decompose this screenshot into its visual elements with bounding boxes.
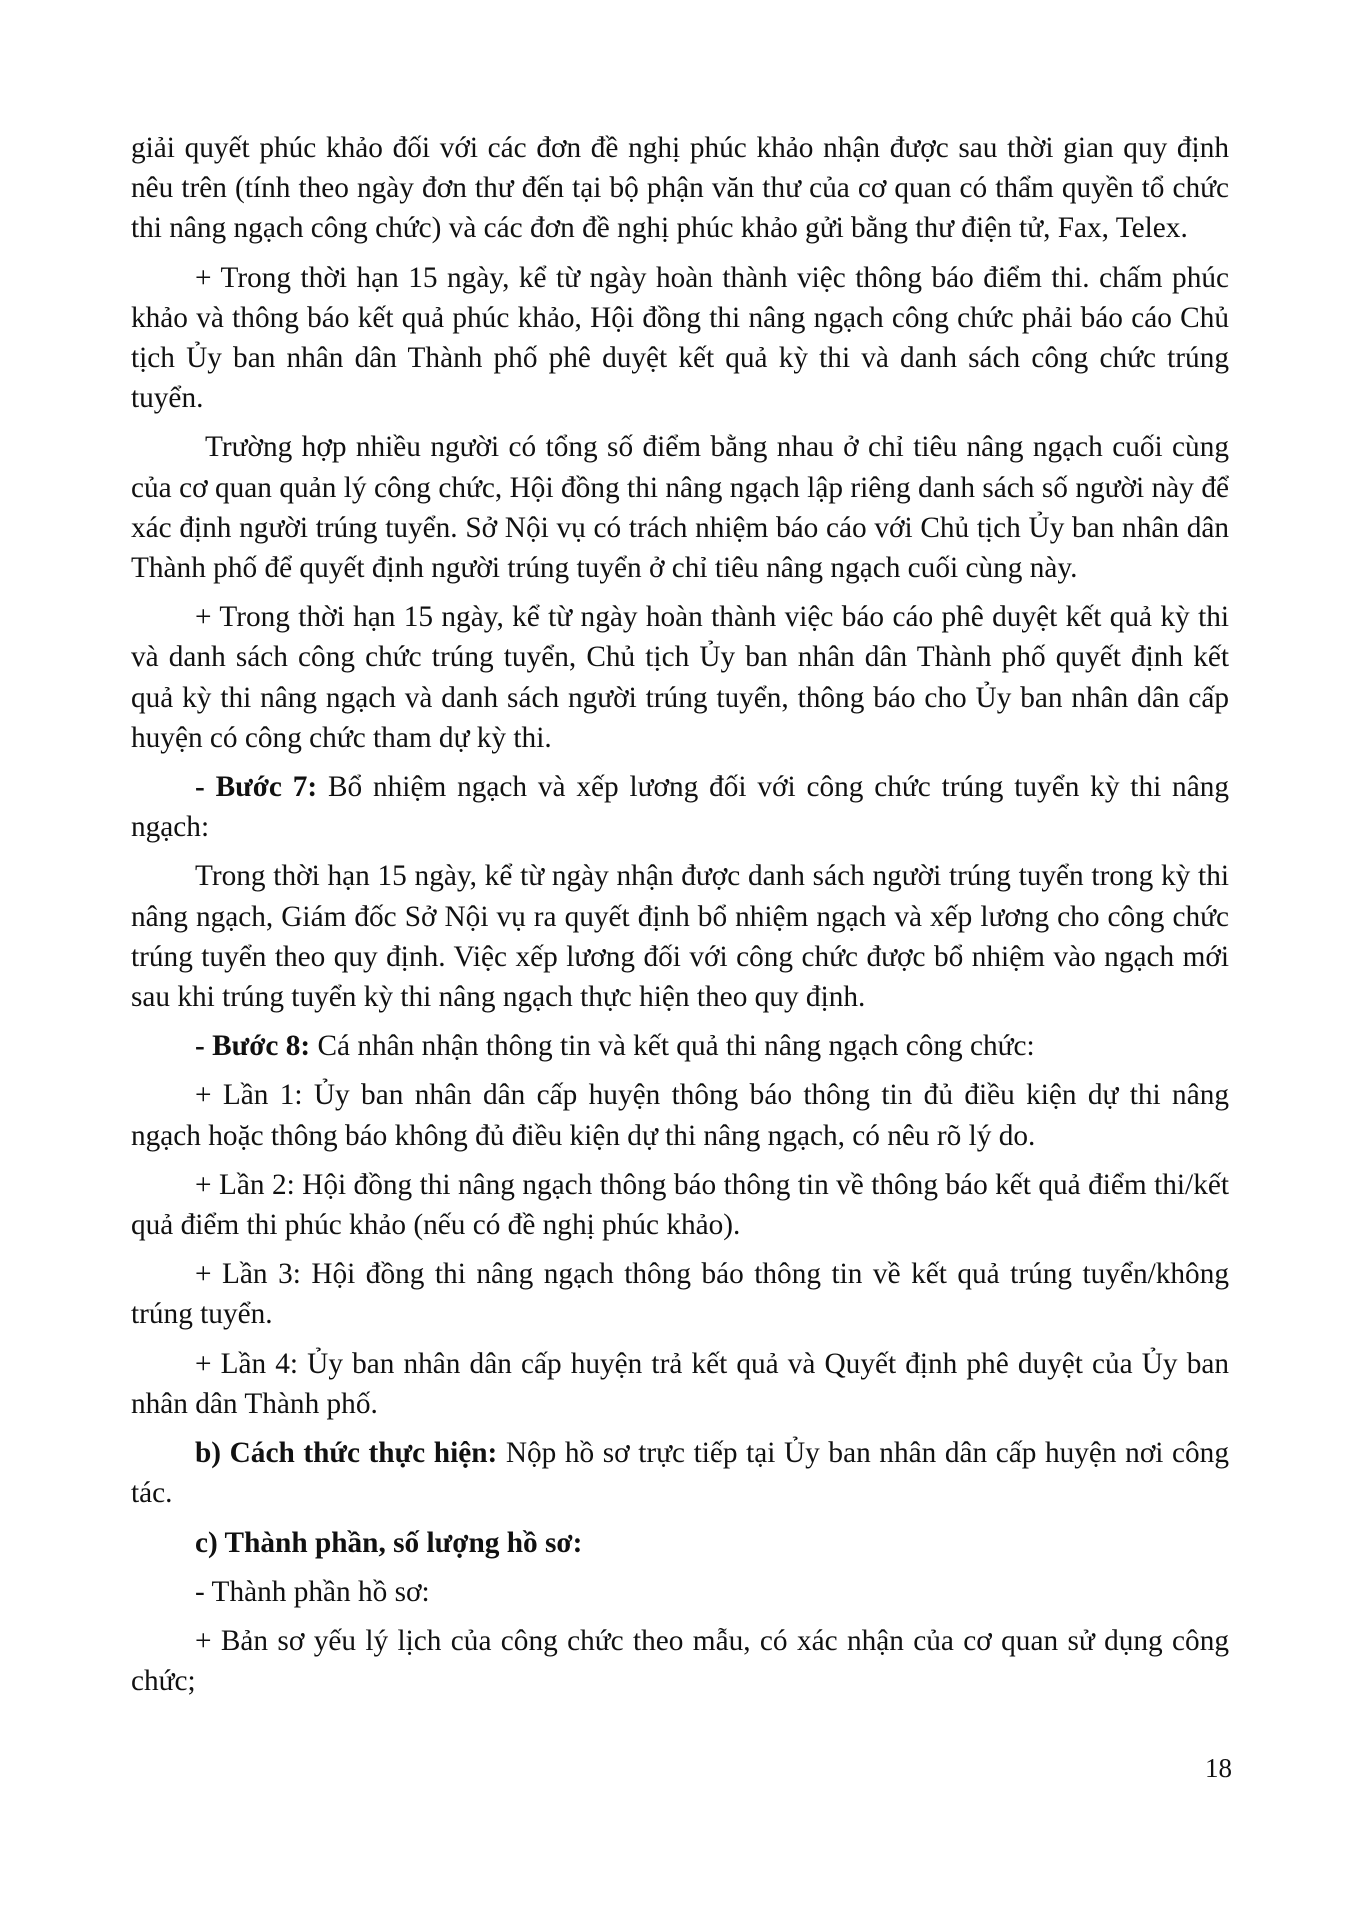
- method-text: Nộp hồ sơ trực tiếp tại Ủy ban nhân dân cấp huyện nơi công tác.: [131, 1437, 1229, 1510]
- method-heading: b) Cách thức thực hiện:: [195, 1437, 498, 1470]
- document-body: [131, 128, 1229, 1710]
- paragraph-appointment: Trong thời hạn 15 ngày, kể từ ngày nhận được danh sách người trúng tuyển trong kỳ thi nâng ngạch, Giám đốc Sở Nội vụ ra quyết định bổ nhiệm ngạch và xếp lương cho công chức trúng tuyển theo quy định. Việc xếp lương đối với công chức được bổ nhiệm vào ngạch mới sau khi trúng tuyển kỳ thi nâng ngạch thực hiện theo quy định.: [131, 860, 1229, 1014]
- paragraph-step-8: [131, 1026, 1229, 1066]
- page-number: 18: [1205, 1753, 1232, 1783]
- paragraph-tie-case: Trường hợp nhiều người có tổng số điểm bằng nhau ở chỉ tiêu nâng ngạch cuối cùng của cơ quan quản lý công chức, Hội đồng thi nâng ngạch lập riêng danh sách số người này để xác định người trúng tuyển. Sở Nội vụ có trách nhiệm báo cáo với Chủ tịch Ủy ban nhân dân Thành phố để quyết định người trúng tuyển ở chỉ tiêu nâng ngạch cuối cùng này.: [131, 431, 1229, 585]
- paragraph-round-1: + Lần 1: Ủy ban nhân dân cấp huyện thông báo thông tin đủ điều kiện dự thi nâng ngạch hoặc thông báo không đủ điều kiện dự thi nâng ngạch, có nêu rõ lý do.: [131, 1079, 1229, 1152]
- paragraph-round-4: + Lần 4: Ủy ban nhân dân cấp huyện trả kết quả và Quyết định phê duyệt của Ủy ban nhân dân Thành phố.: [131, 1347, 1229, 1420]
- step-7-text: Bổ nhiệm ngạch và xếp lương đối với công chức trúng tuyển kỳ thi nâng ngạch:: [131, 771, 1230, 844]
- paragraph-round-2: + Lần 2: Hội đồng thi nâng ngạch thông báo thông tin về thông báo kết quả điểm thi/kết quả điểm thi phúc khảo (nếu có đề nghị phúc khảo).: [131, 1168, 1229, 1242]
- paragraph-council-report: + Trong thời hạn 15 ngày, kể từ ngày hoàn thành việc thông báo điểm thi. chấm phúc khảo và thông báo kết quả phúc khảo, Hội đồng thi nâng ngạch công chức phải báo cáo Chủ tịch Ủy ban nhân dân Thành phố phê duyệt kết quả kỳ thi và danh sách công chức trúng tuyển.: [131, 261, 1229, 415]
- paragraph-step-7: [131, 767, 1229, 847]
- paragraph-method: [131, 1433, 1229, 1513]
- paragraph-dossier-heading: [131, 1523, 1229, 1563]
- step-8-text: Cá nhân nhận thông tin và kết quả thi nâng ngạch công chức:: [310, 1030, 1035, 1063]
- paragraph-dossier-components: - Thành phần hồ sơ:: [195, 1575, 430, 1608]
- dossier-heading: c) Thành phần, số lượng hồ sơ:: [195, 1526, 583, 1559]
- paragraph-round-3: + Lần 3: Hội đồng thi nâng ngạch thông báo thông tin về kết quả trúng tuyển/không trúng tuyển.: [131, 1258, 1229, 1331]
- step-8-label: - Bước 8:: [195, 1030, 311, 1063]
- paragraph-resume: + Bản sơ yếu lý lịch của công chức theo mẫu, có xác nhận của cơ quan sử dụng công chức;: [131, 1624, 1229, 1698]
- paragraph-appeal-deadline: giải quyết phúc khảo đối với các đơn đề nghị phúc khảo nhận được sau thời gian quy định nêu trên (tính theo ngày đơn thư đến tại bộ phận văn thư của cơ quan có thẩm quyền tổ chức thi nâng ngạch công chức) và các đơn đề nghị phúc khảo gửi bằng thư điện tử, Fax, Telex.: [131, 132, 1229, 245]
- paragraph-chairman-decision: + Trong thời hạn 15 ngày, kể từ ngày hoàn thành việc báo cáo phê duyệt kết quả kỳ thi và danh sách công chức trúng tuyển, Chủ tịch Ủy ban nhân dân Thành phố quyết định kết quả kỳ thi nâng ngạch và danh sách người trúng tuyển, thông báo cho Ủy ban nhân dân cấp huyện có công chức tham dự kỳ thi.: [131, 601, 1229, 754]
- step-7-label: - Bước 7:: [195, 771, 318, 804]
